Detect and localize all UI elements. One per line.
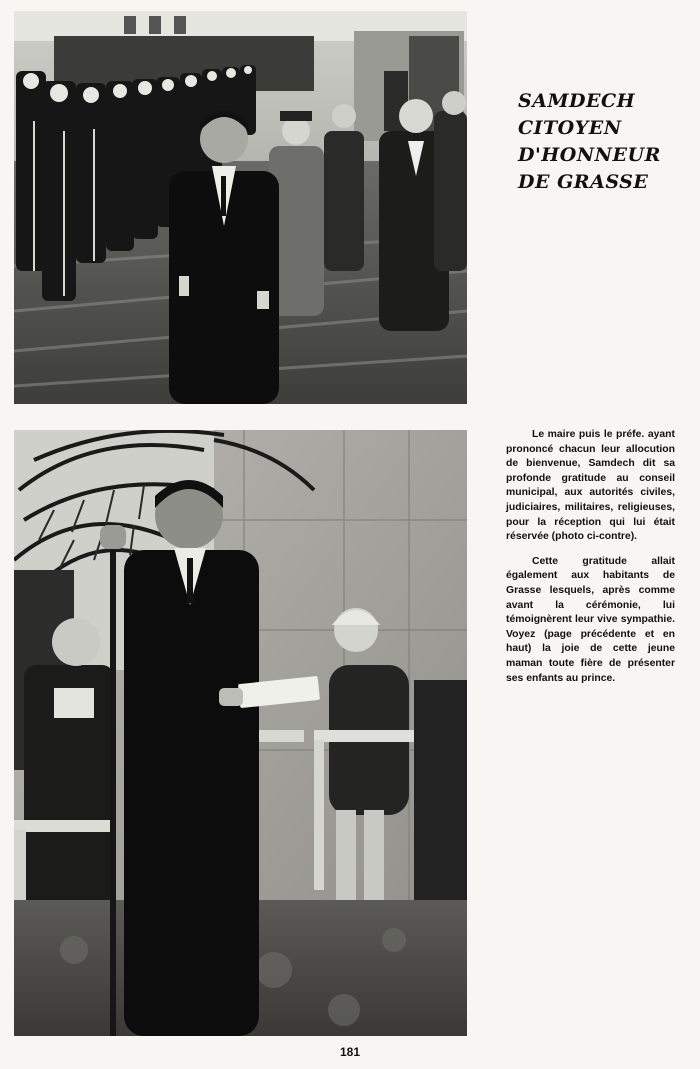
- photo-caption: [506, 428, 675, 696]
- title-line: CITOYEN: [518, 117, 622, 139]
- article-title: [518, 88, 688, 196]
- photo-speech-reception-image: [14, 430, 467, 1036]
- title-line: DE GRASSE: [518, 171, 649, 193]
- title-line: D'HONNEUR: [518, 144, 661, 166]
- caption-paragraph: Cette gratitude allait également aux habitants de Grasse lesquels, après comme avant la cérémonie, lui témoignèrent leur vive sympathie. Voyez (page précédente et en haut) la joie de cette jeune maman toute fière de présenter ses enfants au prince.: [506, 555, 675, 684]
- caption-paragraph: Le maire puis le préfe. ayant prononcé chacun leur allocution de bienvenue, Samdech dit sa profonde gratitude au conseil municipal, aux autorités civiles, judiciaires, militaires, religieuses, pour la réception qui lui était réservée (photo ci-contre).: [506, 429, 675, 543]
- photo-guard-of-honour: [14, 11, 467, 404]
- page-number: 181: [339, 1045, 361, 1059]
- photo-speech-reception: [14, 430, 467, 1036]
- photo-guard-of-honour-image: [14, 11, 467, 404]
- title-line: SAMDECH: [518, 90, 636, 112]
